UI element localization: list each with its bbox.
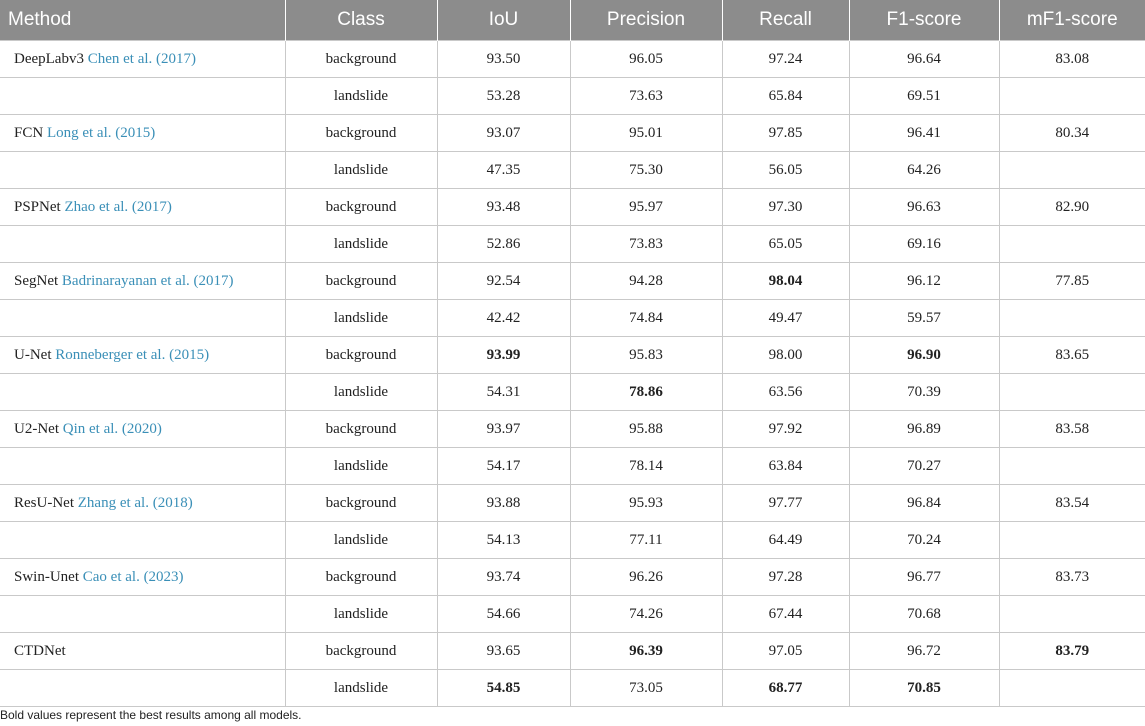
iou-cell: 54.66 (437, 596, 570, 633)
method-name: U2-Net (14, 420, 59, 437)
class-cell: landslide (285, 300, 437, 337)
recall-cell: 56.05 (722, 152, 849, 189)
table-row (0, 670, 1145, 707)
precision-cell: 78.14 (570, 448, 722, 485)
citation-link[interactable]: Ronneberger et al. (2015) (55, 346, 210, 363)
class-cell: landslide (285, 226, 437, 263)
f1-cell: 96.72 (849, 633, 999, 670)
iou-cell: 93.65 (437, 633, 570, 670)
method-name: Swin-Unet (14, 568, 79, 585)
precision-cell: 73.05 (570, 670, 722, 707)
class-cell: background (285, 189, 437, 226)
table-row (0, 226, 1145, 263)
mf1-cell (999, 226, 1145, 263)
header-recall: Recall (722, 0, 849, 41)
table-row (0, 411, 1145, 448)
recall-cell: 97.85 (722, 115, 849, 152)
mf1-cell: 83.54 (999, 485, 1145, 522)
method-cell (0, 263, 285, 300)
mf1-cell: 83.79 (999, 633, 1145, 670)
iou-cell: 54.13 (437, 522, 570, 559)
class-cell: background (285, 411, 437, 448)
precision-cell: 95.93 (570, 485, 722, 522)
method-cell (0, 337, 285, 374)
method-name: PSPNet (14, 198, 61, 215)
recall-cell: 63.56 (722, 374, 849, 411)
iou-cell: 93.88 (437, 485, 570, 522)
precision-cell: 73.63 (570, 78, 722, 115)
method-cell (0, 448, 285, 485)
mf1-cell: 83.58 (999, 411, 1145, 448)
table-row (0, 189, 1145, 226)
recall-cell: 97.05 (722, 633, 849, 670)
f1-cell: 69.51 (849, 78, 999, 115)
f1-cell: 70.24 (849, 522, 999, 559)
mf1-cell (999, 152, 1145, 189)
class-cell: background (285, 263, 437, 300)
recall-cell: 97.92 (722, 411, 849, 448)
class-cell: landslide (285, 78, 437, 115)
iou-cell: 93.48 (437, 189, 570, 226)
iou-cell: 54.85 (437, 670, 570, 707)
recall-cell: 65.84 (722, 78, 849, 115)
recall-cell: 97.28 (722, 559, 849, 596)
method-cell (0, 559, 285, 596)
mf1-cell (999, 596, 1145, 633)
table-row (0, 374, 1145, 411)
recall-cell: 67.44 (722, 596, 849, 633)
f1-cell: 96.41 (849, 115, 999, 152)
method-cell (0, 522, 285, 559)
f1-cell: 70.68 (849, 596, 999, 633)
header-precision: Precision (570, 0, 722, 41)
recall-cell: 65.05 (722, 226, 849, 263)
method-name: U-Net (14, 346, 52, 363)
citation-link[interactable]: Zhang et al. (2018) (77, 494, 193, 511)
table-row (0, 152, 1145, 189)
precision-cell: 94.28 (570, 263, 722, 300)
precision-cell: 95.01 (570, 115, 722, 152)
mf1-cell: 83.08 (999, 41, 1145, 78)
method-cell (0, 633, 285, 670)
recall-cell: 98.00 (722, 337, 849, 374)
precision-cell: 95.83 (570, 337, 722, 374)
method-cell (0, 41, 285, 78)
f1-cell: 96.90 (849, 337, 999, 374)
method-name: CTDNet (14, 642, 66, 659)
precision-cell: 77.11 (570, 522, 722, 559)
class-cell: landslide (285, 448, 437, 485)
f1-cell: 96.64 (849, 41, 999, 78)
recall-cell: 64.49 (722, 522, 849, 559)
method-name: FCN (14, 124, 44, 141)
f1-cell: 96.12 (849, 263, 999, 300)
mf1-cell: 77.85 (999, 263, 1145, 300)
iou-cell: 93.97 (437, 411, 570, 448)
recall-cell: 98.04 (722, 263, 849, 300)
iou-cell: 93.74 (437, 559, 570, 596)
f1-cell: 70.39 (849, 374, 999, 411)
class-cell: background (285, 559, 437, 596)
precision-cell: 74.84 (570, 300, 722, 337)
method-cell (0, 189, 285, 226)
header-class: Class (285, 0, 437, 41)
f1-cell: 59.57 (849, 300, 999, 337)
iou-cell: 54.17 (437, 448, 570, 485)
citation-link[interactable]: Qin et al. (2020) (62, 420, 162, 437)
precision-cell: 95.88 (570, 411, 722, 448)
citation-link[interactable]: Chen et al. (2017) (87, 50, 197, 67)
class-cell: background (285, 115, 437, 152)
mf1-cell (999, 670, 1145, 707)
class-cell: landslide (285, 152, 437, 189)
method-cell (0, 670, 285, 707)
iou-cell: 93.07 (437, 115, 570, 152)
class-cell: landslide (285, 374, 437, 411)
f1-cell: 96.63 (849, 189, 999, 226)
header-method: Method (0, 0, 285, 41)
f1-cell: 96.77 (849, 559, 999, 596)
citation-link[interactable]: Cao et al. (2023) (82, 568, 184, 585)
table-row (0, 633, 1145, 670)
method-cell (0, 115, 285, 152)
precision-cell: 73.83 (570, 226, 722, 263)
header-row (0, 0, 1145, 41)
iou-cell: 53.28 (437, 78, 570, 115)
f1-cell: 96.84 (849, 485, 999, 522)
mf1-cell (999, 374, 1145, 411)
table-row (0, 485, 1145, 522)
method-cell (0, 78, 285, 115)
class-cell: background (285, 485, 437, 522)
recall-cell: 68.77 (722, 670, 849, 707)
recall-cell: 63.84 (722, 448, 849, 485)
method-cell (0, 226, 285, 263)
f1-cell: 70.85 (849, 670, 999, 707)
mf1-cell: 83.73 (999, 559, 1145, 596)
class-cell: landslide (285, 596, 437, 633)
mf1-cell (999, 78, 1145, 115)
table-row (0, 448, 1145, 485)
method-name: ResU-Net (14, 494, 74, 511)
method-name: DeepLabv3 (14, 50, 84, 67)
f1-cell: 64.26 (849, 152, 999, 189)
f1-cell: 70.27 (849, 448, 999, 485)
f1-cell: 96.89 (849, 411, 999, 448)
header-mf1: mF1-score (999, 0, 1145, 41)
class-cell: background (285, 337, 437, 374)
recall-cell: 97.30 (722, 189, 849, 226)
citation-link[interactable]: Badrinarayanan et al. (2017) (61, 272, 234, 289)
table-row (0, 263, 1145, 300)
iou-cell: 93.99 (437, 337, 570, 374)
table-row (0, 300, 1145, 337)
table-footnote: Bold values represent the best results among all models. (0, 708, 302, 722)
iou-cell: 92.54 (437, 263, 570, 300)
method-cell (0, 374, 285, 411)
mf1-cell (999, 448, 1145, 485)
iou-cell: 47.35 (437, 152, 570, 189)
table-row (0, 596, 1145, 633)
method-cell (0, 152, 285, 189)
method-name: SegNet (14, 272, 59, 289)
method-cell (0, 411, 285, 448)
f1-cell: 69.16 (849, 226, 999, 263)
table-row (0, 115, 1145, 152)
table-row (0, 559, 1145, 596)
class-cell: background (285, 41, 437, 78)
mf1-cell: 83.65 (999, 337, 1145, 374)
precision-cell: 96.05 (570, 41, 722, 78)
precision-cell: 78.86 (570, 374, 722, 411)
table-row (0, 41, 1145, 78)
table-row (0, 337, 1145, 374)
mf1-cell (999, 522, 1145, 559)
class-cell: landslide (285, 522, 437, 559)
precision-cell: 96.39 (570, 633, 722, 670)
precision-cell: 74.26 (570, 596, 722, 633)
iou-cell: 42.42 (437, 300, 570, 337)
mf1-cell (999, 300, 1145, 337)
table-row (0, 78, 1145, 115)
class-cell: background (285, 633, 437, 670)
header-iou: IoU (437, 0, 570, 41)
citation-link[interactable]: Zhao et al. (2017) (64, 198, 172, 215)
recall-cell: 97.24 (722, 41, 849, 78)
method-cell (0, 485, 285, 522)
mf1-cell: 80.34 (999, 115, 1145, 152)
method-cell (0, 300, 285, 337)
precision-cell: 96.26 (570, 559, 722, 596)
iou-cell: 54.31 (437, 374, 570, 411)
header-f1: F1-score (849, 0, 999, 41)
recall-cell: 97.77 (722, 485, 849, 522)
method-cell (0, 596, 285, 633)
precision-cell: 75.30 (570, 152, 722, 189)
iou-cell: 52.86 (437, 226, 570, 263)
class-cell: landslide (285, 670, 437, 707)
mf1-cell: 82.90 (999, 189, 1145, 226)
recall-cell: 49.47 (722, 300, 849, 337)
table-row (0, 522, 1145, 559)
precision-cell: 95.97 (570, 189, 722, 226)
iou-cell: 93.50 (437, 41, 570, 78)
citation-link[interactable]: Long et al. (2015) (46, 124, 156, 141)
